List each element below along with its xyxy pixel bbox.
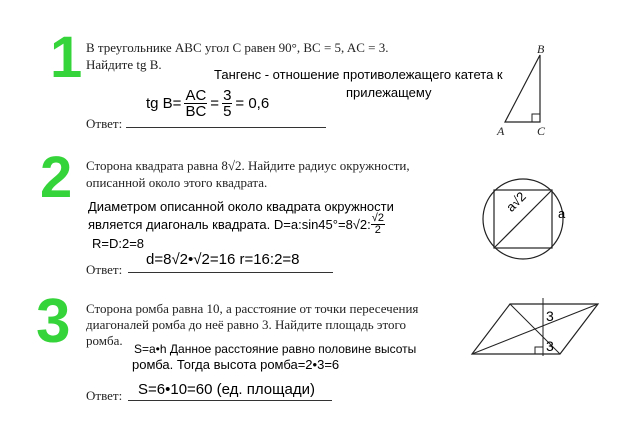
problem-1-number: 1 xyxy=(50,25,83,90)
triangle-label-a: A xyxy=(497,124,505,138)
problem-2-answer-label: Ответ: xyxy=(86,262,123,277)
formula-fraction-1 xyxy=(184,88,207,119)
problem-1-statement-line1: В треугольнике ABC угол C равен 90°, BC = 5, AC = 3. xyxy=(86,40,389,55)
formula-den1: BC xyxy=(185,103,207,120)
height-right-angle-mark xyxy=(535,347,543,354)
triangle-label-c: C xyxy=(537,124,546,138)
triangle-label-b: B xyxy=(537,42,545,56)
formula-num1: AC xyxy=(185,87,207,104)
problem-3-answer-text: S=6•10=60 (ед. площади) xyxy=(138,381,315,398)
formula-eq: = xyxy=(210,95,220,112)
problem-2-solution-line1: Диаметром описанной около квадрата окружности xyxy=(88,199,394,214)
tangent-formula xyxy=(146,88,269,119)
problem-1-answer-label: Ответ: xyxy=(86,116,123,131)
problem-1-answer-line xyxy=(126,127,326,128)
problem-3-statement-line1: Сторона ромба равна 10, а расстояние от точки пересечения xyxy=(86,301,419,316)
inscribed-square-figure xyxy=(480,176,570,266)
problem-1-statement-line2: Найдите tg B. xyxy=(86,57,162,72)
height-label-upper: 3 xyxy=(546,308,554,324)
problem-2-answer-text: d=8√2•√2=16 r=16:2=8 xyxy=(146,251,300,268)
problem-2-solution-line2 xyxy=(88,213,385,236)
formula-den2: 5 xyxy=(223,103,232,120)
problem-2-solution-line2-text: является диагональ квадрата. D=a:sin45°=8√2: xyxy=(88,217,371,232)
problem-2-solution-line3: R=D:2=8 xyxy=(92,236,145,251)
problem-3-statement-line2: диагоналей ромба до неё равно 3. Найдите площадь этого xyxy=(86,317,406,332)
problem-2-number: 2 xyxy=(40,145,73,210)
right-angle-mark xyxy=(532,114,540,122)
formula-fraction-2 xyxy=(222,88,232,119)
problem-3-solution-line1: S=a•h Данное расстояние равно половине высоты xyxy=(134,342,417,356)
problem-1-note-line2: прилежащему xyxy=(346,85,432,100)
diagonal-label: a√2 xyxy=(503,188,529,215)
problem-3-answer-line xyxy=(128,400,332,401)
problem-2-statement-line2: описанной около этого квадрата. xyxy=(86,175,268,190)
problem-2-solution-fraction xyxy=(371,213,385,236)
problem-2-fraction-num: √2 xyxy=(371,212,384,224)
problem-2-fraction-den: 2 xyxy=(374,224,381,236)
problem-3-solution-line2: ромба. Тогда высота ромба=2•3=6 xyxy=(132,357,340,372)
formula-prefix: tg B= xyxy=(146,95,182,112)
triangle-shape xyxy=(505,55,540,122)
rhombus-figure xyxy=(470,294,610,364)
problem-2-answer-line xyxy=(128,272,333,273)
formula-result: = 0,6 xyxy=(235,95,270,112)
height-label-lower: 3 xyxy=(546,338,554,354)
problem-3-number: 3 xyxy=(36,287,71,356)
side-label: a xyxy=(558,206,566,221)
problem-1-note-line1: Тангенс - отношение противолежащего катета к xyxy=(214,67,503,82)
problem-2-statement-line1: Сторона квадрата равна 8√2. Найдите радиус окружности, xyxy=(86,158,410,173)
formula-num2: 3 xyxy=(223,87,232,104)
problem-3-answer-label: Ответ: xyxy=(86,388,123,403)
problem-3-statement-line3: ромба. xyxy=(86,333,123,348)
